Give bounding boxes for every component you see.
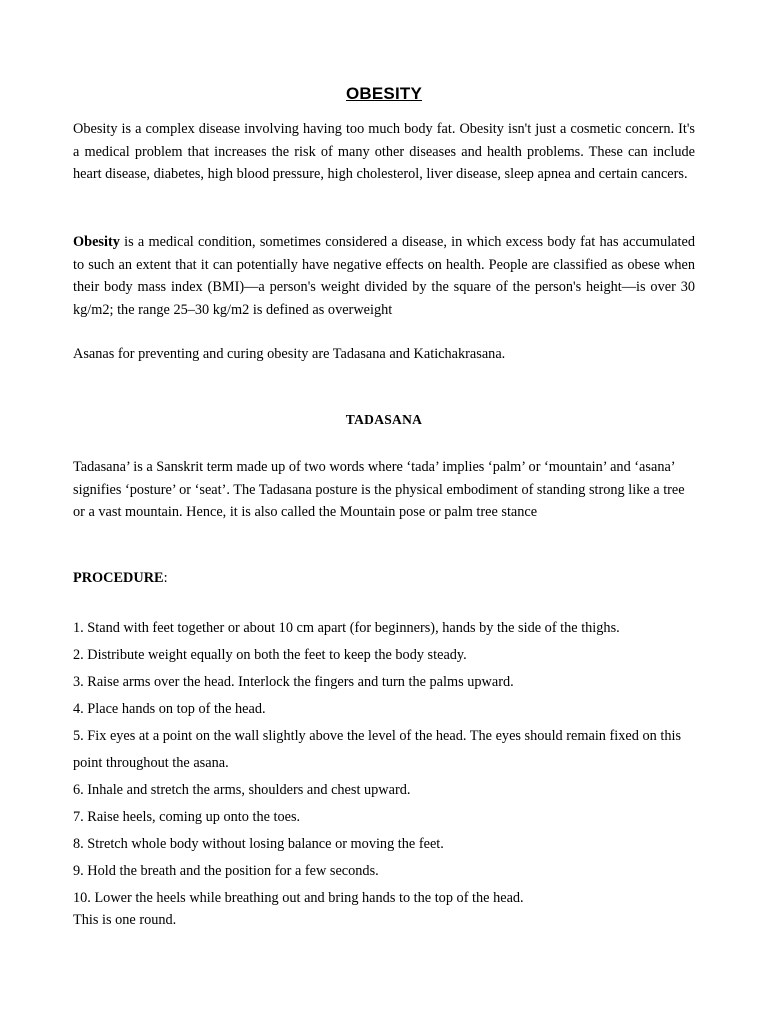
paragraph-tadasana-description: Tadasana’ is a Sanskrit term made up of two words where ‘tada’ implies ‘palm’ or ‘mountain’ and ‘asana’ signifies ‘posture’ or ‘seat’. The Tadasana posture is the physical embodiment of standing strong like a tree or a vast mountain. Hence, it is also called the Mountain pose or palm tree stance — [73, 459, 685, 521]
page-title: OBESITY — [345, 84, 423, 103]
definition-text: is a medical condition, sometimes considered a disease, in which excess body fat has accumulated to such an extent that it can potentially have negative effects on health. People are classified as obese when their body mass index (BMI)—a person's weight divided by the square of the person's height—is over 30 kg/m2; the range 25–30 kg/m2 is defined as overweight — [73, 234, 695, 318]
procedure-heading-colon: : — [163, 570, 168, 586]
procedure-step: 3. Raise arms over the head. Interlock the fingers and turn the palms upward. — [73, 674, 514, 690]
procedure-step: 9. Hold the breath and the position for a few seconds. — [73, 863, 379, 879]
procedure-step: 6. Inhale and stretch the arms, shoulders and chest upward. — [73, 782, 411, 798]
procedure-closing-note: This is one round. — [73, 912, 177, 928]
section-heading-tadasana: TADASANA — [345, 412, 423, 427]
procedure-step: 2. Distribute weight equally on both the feet to keep the body steady. — [73, 647, 467, 663]
procedure-heading — [73, 570, 168, 587]
procedure-step: 1. Stand with feet together or about 10 cm apart (for beginners), hands by the side of the thighs. — [73, 620, 620, 636]
procedure-heading-label: PROCEDURE — [73, 570, 164, 586]
procedure-step: 8. Stretch whole body without losing balance or moving the feet. — [73, 836, 444, 852]
procedure-step: 4. Place hands on top of the head. — [73, 701, 266, 717]
procedure-step: 7. Raise heels, coming up onto the toes. — [73, 809, 301, 825]
procedure-steps-list — [73, 615, 695, 912]
procedure-step: 5. Fix eyes at a point on the wall slightly above the level of the head. The eyes should remain fixed on this point throughout the asana. — [73, 728, 682, 771]
paragraph-asanas: Asanas for preventing and curing obesity are Tadasana and Katichakrasana. — [73, 346, 506, 362]
procedure-step: 10. Lower the heels while breathing out and bring hands to the top of the head. — [73, 890, 524, 906]
paragraph-obesity-definition — [73, 231, 695, 321]
paragraph-obesity-intro: Obesity is a complex disease involving having too much body fat. Obesity isn't just a cosmetic concern. It's a medical problem that increases the risk of many other diseases and health problems. These can include heart disease, diabetes, high blood pressure, high cholesterol, liver disease, sleep apnea and certain cancers. — [73, 121, 695, 183]
bold-lead-term: Obesity — [73, 234, 120, 250]
